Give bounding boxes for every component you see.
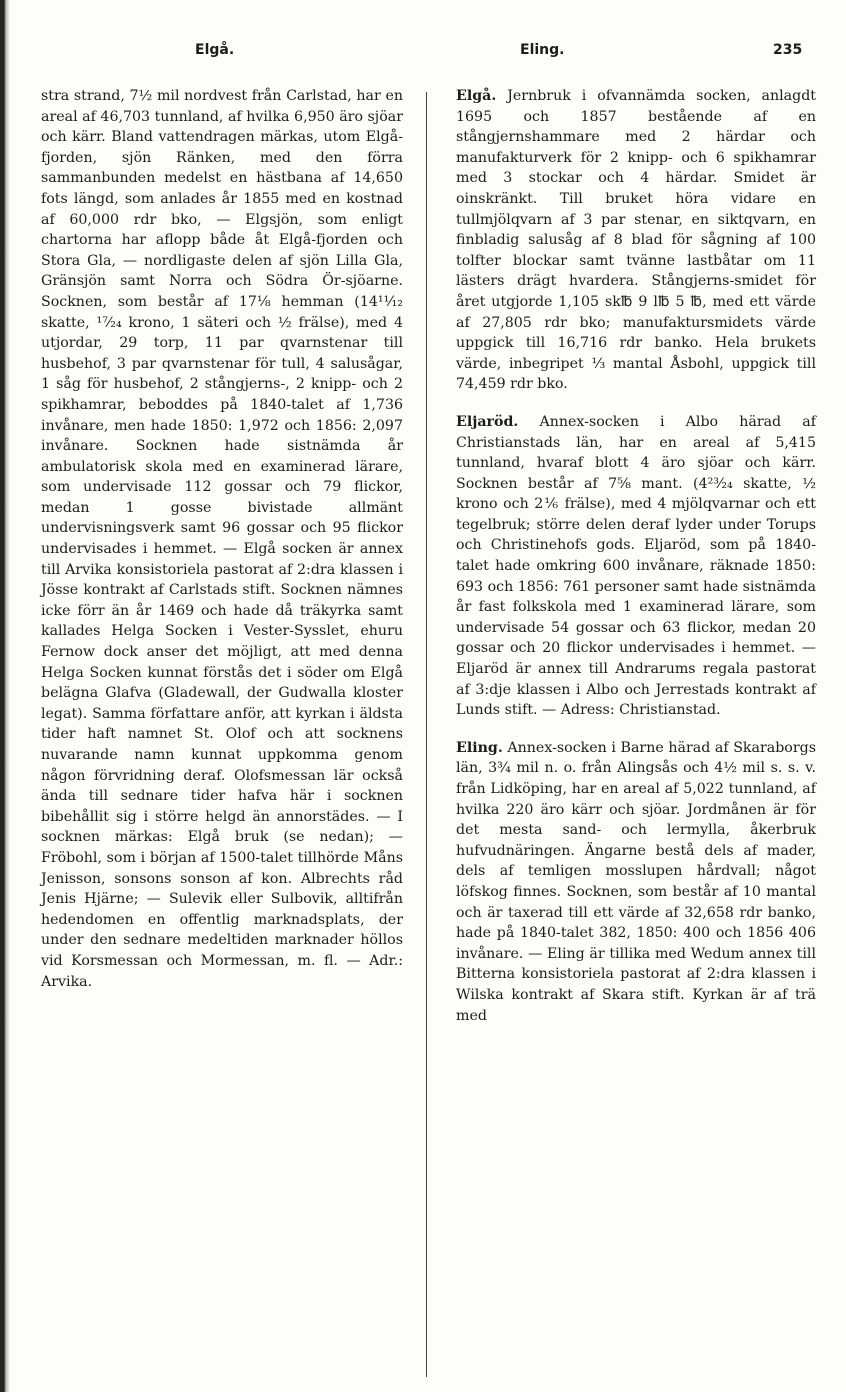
header-center-word: Eling.: [520, 42, 565, 58]
page-number: 235: [773, 42, 803, 58]
headword-eljarod: Eljaröd.: [456, 413, 519, 430]
headword-eling: Eling.: [456, 739, 503, 756]
left-column: [41, 86, 403, 1009]
running-header: [0, 42, 846, 72]
entry-elga-bruk: [456, 86, 816, 395]
entry-text-eljarod: Annex-socken i Albo härad af Christianstads län, har en areal af 5,415 tunnland, hvaraf blott 4 äro sjöar och kärr. Socknen består af 7⅝ mant. (4²³⁄₂₄ skatte, ½ krono och 2⅙ frälse), med 4 mjölqvarnar och ett tegelbruk; större delen deraf lyder under Torups och Christinehofs gods. Eljaröd, som på 1840-talet hade omkring 600 invånare, räknade 1850: 693 och 1856: 761 personer samt hade sistnämda år fast folkskola med 1 examinerad lärare, som undervisade 54 gossar och 63 flickor, medan 20 gossar och 20 flickor undervisades i hemmet. — Eljaröd är annex till Andrarums regala pastorat af 3:dje klassen i Albo och Jerrestads kontrakt af Lunds stift. — Adress: Christianstad.: [456, 413, 816, 719]
book-spine-edge: [0, 0, 10, 1392]
column-divider: [426, 92, 427, 1377]
elga-parish-continuation: stra strand, 7½ mil nordvest från Carlstad, har en areal af 46,703 tunnland, af hvilka 6,950 äro sjöar och kärr. Bland vattendragen märkas, utom Elgå-fjorden, sjön Ränken, med den förra sammanbunden medelst en hästbana af 14,650 fots längd, som anlades år 1855 med en kostnad af 60,000 rdr bko, — Elgsjön, som enligt chartorna har aflopp både åt Elgå-fjorden och Stora Gla, — nordligaste delen af sjön Lilla Gla, Gränsjön samt Norra och Södra Ör-sjöarne. Socknen, som består af 17⅛ hemman (14¹¹⁄₁₂ skatte, ¹⁷⁄₂₄ krono, 1 säteri och ½ frälse), med 4 utjordar, 29 torp, 11 par qvarnstenar till husbehof, 3 par qvarnstenar för tull, 4 salusågar, 1 såg för husbehof, 2 stångjerns-, 2 knipp- och 2 spikhamrar, beboddes på 1840-talet af 1,736 invånare, men hade 1850: 1,972 och 1856: 2,097 invånare. Socknen hade sistnämda år ambulatorisk skola med en examinerad lärare, som undervisade 112 gossar och 79 flickor, medan 1 gosse bivistade allmänt undervisningsverk samt 96 gossar och 95 flickor undervisades i hemmet. — Elgå socken är annex till Arvika konsistoriela pastorat af 2:dra klassen i Jösse kontrakt af Carlstads stift. Socknen nämnes icke förr än år 1469 och hade då träkyrka samt kallades Helga Socken i Vester-Sysslet, ehuru Fernow dock anser det möjligt, att med denna Helga Socken kunnat förstås det i söder om Elgå belägna Glafva (Gladewall, der Gudwalla kloster legat). Samma författare anför, att kyrkan i äldsta tider haft namnet St. Olof och att socknens nuvarande namn kunnat uppkomma genom någon förvridning deraf. Olofsmessan lär också ända till sednare tider hafva här i socknen bibehållit sig i större helgd än annorstädes. — I socknen märkas: Elgå bruk (se nedan); — Fröbohl, som i början af 1500-talet tillhörde Måns Jenisson, sonsons sonson af kon. Albrechts råd Jenis Hjärne; — Sulevik eller Sulbovik, alltifrån hedendomen en offentlig marknadsplats, der under den sednare medeltiden marknader höllos vid Korsmessan och Mormessan, m. fl. — Adr.: Arvika.: [41, 88, 403, 990]
entry-eljarod: [456, 412, 816, 721]
entry-text-elga: Jernbruk i ofvannämda socken, anlagdt 1695 och 1857 bestående af en stångjernshammare med 2 härdar och manufakturverk för 2 knipp- och 6 spikhamrar med 3 stockar och 4 härdar. Smidet är oinskränkt. Till bruket höra vidare en tullmjölqvarn af 3 par stenar, en siktqvarn, en finbladig salusåg af 8 blad för sågning af 100 tolfter blockar samt tvänne lastbåtar om 11 lästers drägt hvardera. Stångjerns-smidet för året utgjorde 1,105 sk℔ 9 l℔ 5 ℔, med ett värde af 27,805 rdr bko; manufaktursmidets värde uppgick till 16,716 rdr banko. Hela brukets värde, inbegripet ⅓ mantal Åsbohl, uppgick till 74,459 rdr bko.: [456, 88, 816, 393]
header-left-word: Elgå.: [195, 42, 235, 58]
headword-elga: Elgå.: [456, 88, 497, 104]
entry-eling: [456, 738, 816, 1026]
entry-text-eling: Annex-socken i Barne härad af Skaraborgs län, 3¾ mil n. o. från Alingsås och 4½ mil s. s. v. från Lidköping, har en areal af 5,022 tunnland, af hvilka 220 äro kärr och sjöar. Jordmånen är för det mesta sand- och lermylla, åkerbruk hufvudnäringen. Ängarne bestå dels af mader, dels af temligen mosslupen hårdvall; något löfskog finnes. Socknen, som består af 10 mantal och är taxerad till ett värde af 32,658 rdr banko, hade på 1840-talet 382, 1850: 400 och 1856 406 invånare. — Eling är tillika med Wedum annex till Bitterna konsistoriela pastorat af 2:dra klassen i Wilska kontrakt af Skara stift. Kyrkan är af trä med: [456, 739, 816, 1024]
right-column: [456, 86, 816, 1043]
